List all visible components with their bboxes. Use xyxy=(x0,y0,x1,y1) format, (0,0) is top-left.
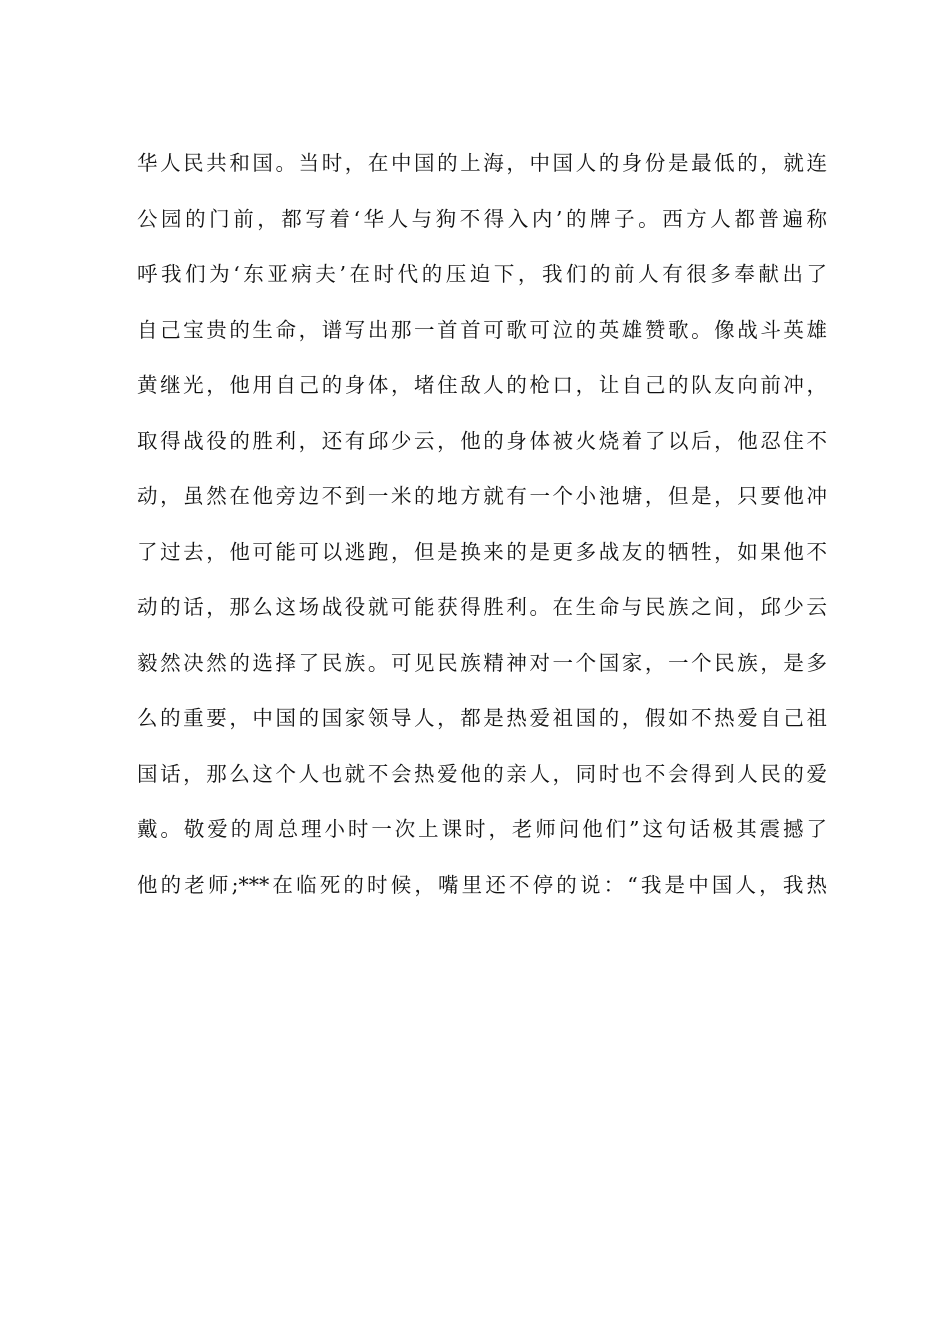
text-line: 毅然决然的选择了民族。可见民族精神对一个国家，一个民族，是多 xyxy=(137,650,827,675)
text-line: 动，虽然在他旁边不到一米的地方就有一个小池塘，但是，只要他冲 xyxy=(137,484,827,508)
text-line: 自己宝贵的生命，谱写出那一首首可歌可泣的英雄赞歌。像战斗英雄 xyxy=(137,317,827,342)
text-line: 国话，那么这个人也就不会热爱他的亲人，同时也不会得到人民的爱 xyxy=(137,761,827,786)
text-line: 动的话，那么这场战役就可能获得胜利。在生命与民族之间，邱少云 xyxy=(137,595,827,619)
text-line: 取得战役的胜利，还有邱少云，他的身体被火烧着了以后，他忍住不 xyxy=(137,428,827,453)
text-line: 戴。敬爱的周总理小时一次上课时，老师问他们”这句话极其震撼了 xyxy=(137,817,827,841)
text-line: 呼我们为‘东亚病夫’在时代的压迫下，我们的前人有很多奉献出了 xyxy=(137,262,827,286)
text-line: 黄继光，他用自己的身体，堵住敌人的枪口，让自己的队友向前冲， xyxy=(137,373,827,397)
text-line: 公园的门前，都写着‘华人与狗不得入内’的牌子。西方人都普遍称 xyxy=(137,206,827,231)
text-line: 么的重要，中国的国家领导人，都是热爱祖国的，假如不热爱自己祖 xyxy=(137,706,827,730)
body-text xyxy=(137,141,827,918)
text-line: 他的老师;***在临死的时候，嘴里还不停的说：“我是中国人，我热 xyxy=(137,872,827,897)
text-line: 华人民共和国。当时，在中国的上海，中国人的身份是最低的，就连 xyxy=(137,151,827,175)
text-line: 了过去，他可能可以逃跑，但是换来的是更多战友的牺牲，如果他不 xyxy=(137,539,827,564)
